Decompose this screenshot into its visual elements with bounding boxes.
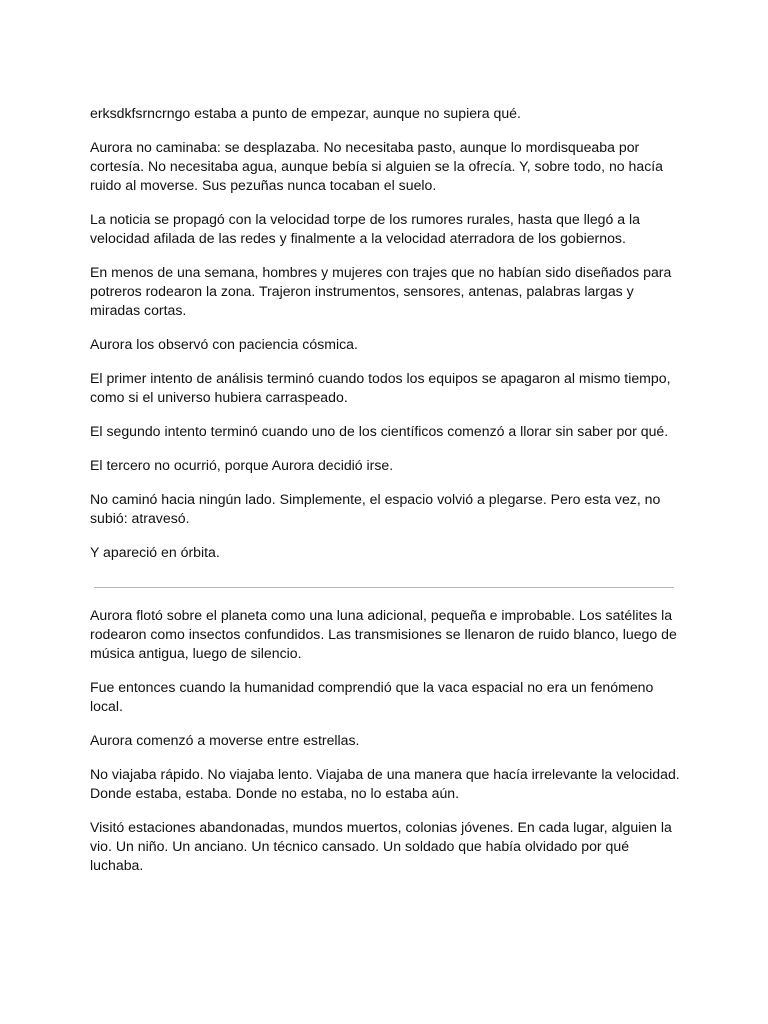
document-page [90, 104, 680, 890]
paragraph: Aurora no caminaba: se desplazaba. No necesitaba pasto, aunque lo mordisqueaba por cortesía. No necesitaba agua, aunque bebía si alguien se la ofrecía. Y, sobre todo, no hacía ruido al moverse. Sus pezuñas nunca tocaban el suelo. [90, 139, 664, 193]
paragraph: El segundo intento terminó cuando uno de los científicos comenzó a llorar sin saber por qué. [90, 423, 669, 439]
paragraph: Aurora comenzó a moverse entre estrellas. [90, 732, 360, 748]
paragraph: El primer intento de análisis terminó cuando todos los equipos se apagaron al mismo tiempo, como si el universo hubiera carraspeado. [90, 370, 671, 405]
paragraph: Visitó estaciones abandonadas, mundos muertos, colonias jóvenes. En cada lugar, alguien la vio. Un niño. Un anciano. Un técnico cansado. Un soldado que había olvidado por qué luchaba. [90, 819, 672, 873]
paragraph: El tercero no ocurrió, porque Aurora decidió irse. [90, 457, 394, 473]
paragraph: La noticia se propagó con la velocidad torpe de los rumores rurales, hasta que llegó a la velocidad afilada de las redes y finalmente a la velocidad aterradora de los gobiernos. [90, 211, 640, 246]
paragraph: En menos de una semana, hombres y mujeres con trajes que no habían sido diseñados para potreros rodearon la zona. Trajeron instrumentos, sensores, antenas, palabras largas y miradas cortas. [90, 264, 672, 318]
section-divider [94, 587, 674, 588]
paragraph: Y apareció en órbita. [90, 544, 220, 560]
paragraph: No caminó hacia ningún lado. Simplemente, el espacio volvió a plegarse. Pero esta vez, no subió: atravesó. [90, 491, 661, 526]
paragraph: Fue entonces cuando la humanidad comprendió que la vaca espacial no era un fenómeno local. [90, 679, 654, 714]
paragraph: erksdkfsrncrngo estaba a punto de empezar, aunque no supiera qué. [90, 105, 521, 121]
paragraph: No viajaba rápido. No viajaba lento. Viajaba de una manera que hacía irrelevante la velocidad. Donde estaba, estaba. Donde no estaba, no lo estaba aún. [90, 766, 680, 801]
paragraph: Aurora flotó sobre el planeta como una luna adicional, pequeña e improbable. Los satélites la rodearon como insectos confundidos. Las transmisiones se llenaron de ruido blanco, luego de música antigua, luego de silencio. [90, 607, 677, 661]
paragraph: Aurora los observó con paciencia cósmica. [90, 336, 358, 352]
